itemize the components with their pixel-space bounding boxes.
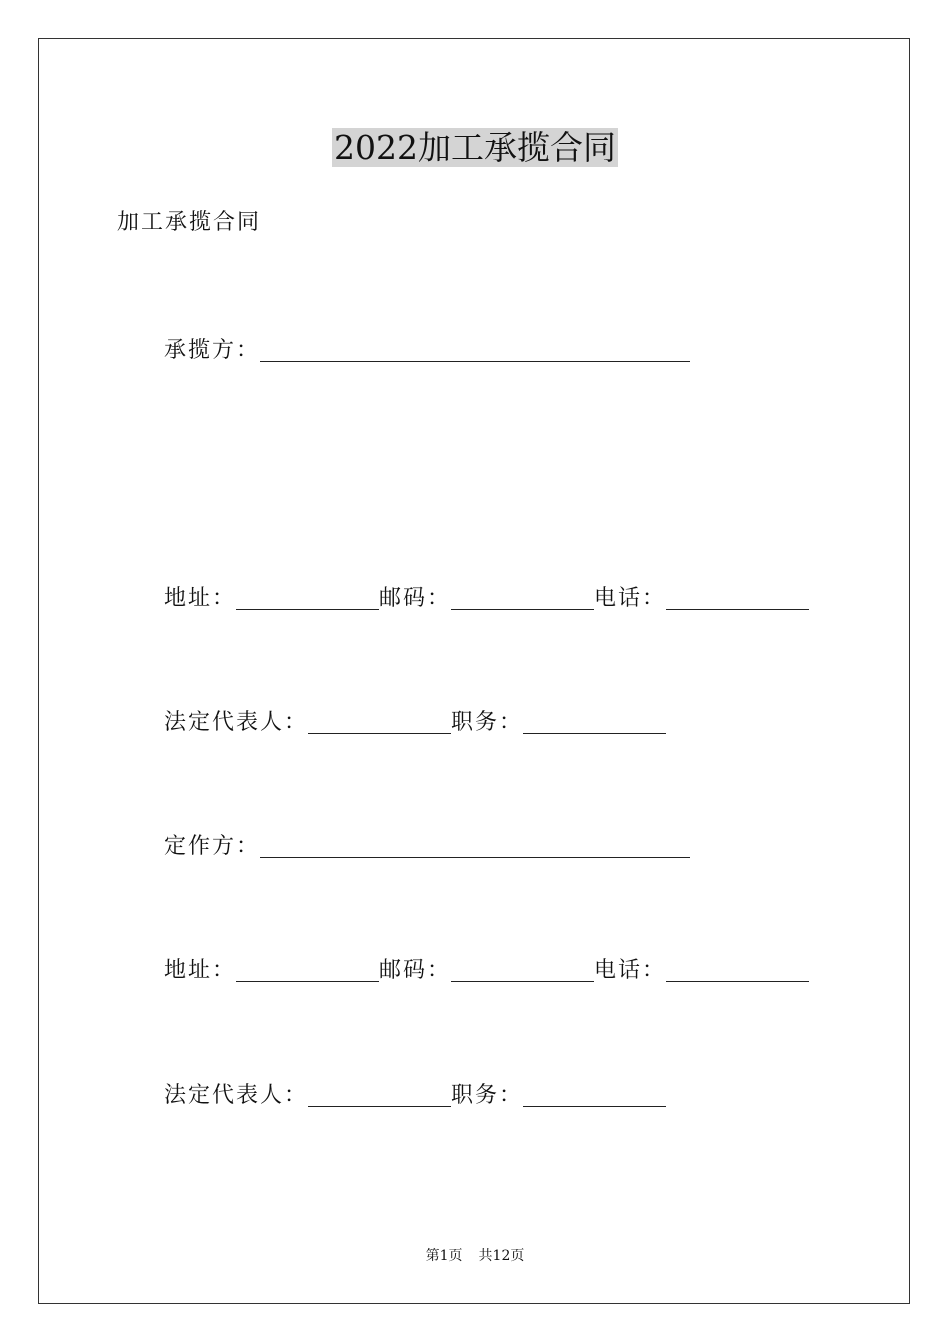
page-number-total: 共12页 (478, 1248, 525, 1264)
contractor-address-blank[interactable] (236, 587, 379, 610)
contractor-phone-blank[interactable] (666, 587, 809, 610)
orderer-postcode-blank[interactable] (451, 959, 594, 982)
orderer-postcode-label: 邮码： (379, 958, 452, 983)
orderer-label: 定作方： (164, 834, 261, 859)
orderer-rep-row (164, 1081, 666, 1111)
contractor-rep-row (164, 708, 666, 738)
contractor-phone-label: 电话： (594, 586, 667, 611)
contractor-postcode-blank[interactable] (451, 587, 594, 610)
orderer-position-label: 职务： (451, 1083, 524, 1108)
document-title-text: 2022加工承揽合同 (334, 128, 616, 167)
orderer-phone-blank[interactable] (666, 959, 809, 982)
orderer-contact-row (164, 956, 809, 986)
contractor-row (164, 336, 690, 366)
contractor-legal-rep-blank[interactable] (308, 711, 451, 734)
document-subtitle: 加工承揽合同 (117, 210, 262, 235)
orderer-address-label: 地址： (164, 958, 237, 983)
page-footer (0, 1246, 950, 1266)
document-title (0, 128, 950, 168)
orderer-legal-rep-label: 法定代表人： (164, 1083, 309, 1108)
orderer-legal-rep-blank[interactable] (308, 1084, 451, 1107)
contractor-position-blank[interactable] (523, 711, 666, 734)
contractor-legal-rep-label: 法定代表人： (164, 710, 309, 735)
orderer-address-blank[interactable] (236, 959, 379, 982)
page-number-current: 第1页 (425, 1248, 463, 1264)
contractor-contact-row (164, 584, 809, 614)
orderer-row (164, 832, 690, 862)
contractor-blank[interactable] (260, 339, 690, 362)
orderer-phone-label: 电话： (594, 958, 667, 983)
contractor-address-label: 地址： (164, 586, 237, 611)
contractor-label: 承揽方： (164, 338, 261, 363)
orderer-blank[interactable] (260, 835, 690, 858)
contractor-postcode-label: 邮码： (379, 586, 452, 611)
orderer-position-blank[interactable] (523, 1084, 666, 1107)
contractor-position-label: 职务： (451, 710, 524, 735)
